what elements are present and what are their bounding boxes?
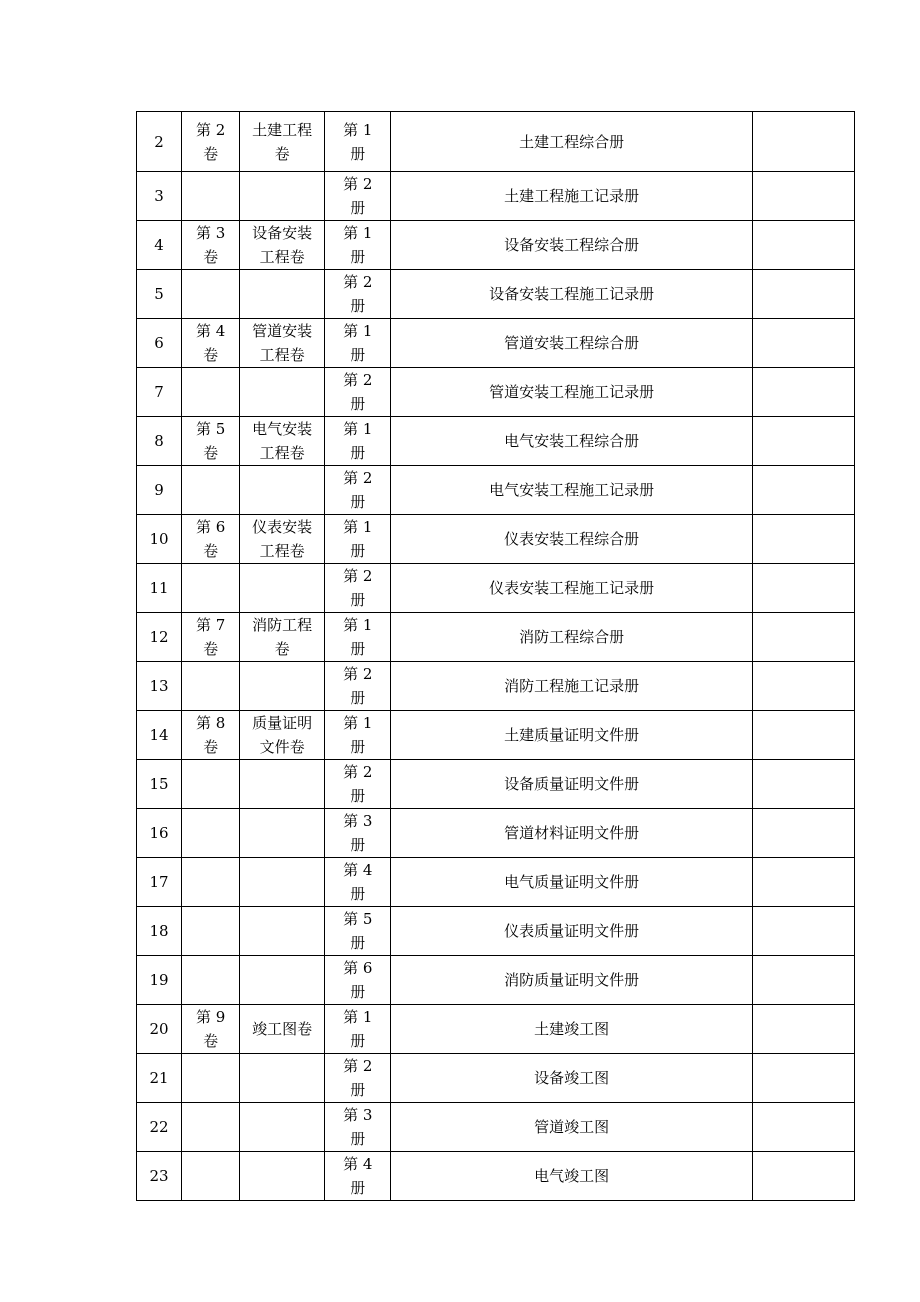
table-row bbox=[137, 711, 855, 760]
cell-book-title-text: 管道安装工程综合册 bbox=[504, 334, 640, 352]
cell-remark bbox=[752, 1005, 854, 1054]
cell-volume-number bbox=[182, 1152, 240, 1201]
cell-volume-name bbox=[240, 112, 325, 172]
cell-book-title-text: 管道安装工程施工记录册 bbox=[489, 383, 655, 401]
cell-book-number-text: 第 1 册 bbox=[343, 616, 373, 658]
cell-row-number-text: 6 bbox=[154, 334, 164, 352]
cell-book-title-text: 土建工程综合册 bbox=[519, 132, 625, 151]
cell-book-number bbox=[325, 956, 391, 1005]
cell-volume-name bbox=[240, 515, 325, 564]
cell-row-number-text: 8 bbox=[154, 432, 164, 450]
table-row bbox=[137, 221, 855, 270]
cell-row-number-text: 16 bbox=[149, 824, 169, 842]
cell-volume-name-text: 竣工图卷 bbox=[252, 1020, 313, 1038]
cell-row-number bbox=[137, 1152, 182, 1201]
cell-row-number bbox=[137, 417, 182, 466]
cell-book-number bbox=[325, 809, 391, 858]
cell-book-title-text: 电气安装工程综合册 bbox=[504, 432, 640, 450]
table-row bbox=[137, 172, 855, 221]
cell-book-number-text: 第 2 册 bbox=[343, 175, 373, 217]
cell-volume-name bbox=[240, 662, 325, 711]
cell-row-number-text: 3 bbox=[154, 187, 164, 205]
table-body bbox=[137, 112, 855, 1201]
cell-volume-number bbox=[182, 1005, 240, 1054]
cell-book-number-text: 第 2 册 bbox=[343, 371, 373, 413]
cell-remark bbox=[752, 564, 854, 613]
cell-book-number bbox=[325, 760, 391, 809]
table-row bbox=[137, 809, 855, 858]
cell-row-number bbox=[137, 270, 182, 319]
cell-book-title-text: 电气安装工程施工记录册 bbox=[489, 481, 655, 499]
cell-book-title-text: 消防质量证明文件册 bbox=[504, 971, 640, 989]
table-row bbox=[137, 1152, 855, 1201]
cell-row-number-text: 5 bbox=[154, 285, 164, 303]
cell-remark bbox=[752, 172, 854, 221]
table-row bbox=[137, 515, 855, 564]
cell-remark bbox=[752, 1054, 854, 1103]
cell-remark bbox=[752, 662, 854, 711]
cell-book-title bbox=[391, 466, 753, 515]
cell-volume-name bbox=[240, 858, 325, 907]
table-row bbox=[137, 368, 855, 417]
cell-volume-name-text: 土建工程卷 bbox=[252, 120, 313, 163]
cell-remark bbox=[752, 319, 854, 368]
cell-remark bbox=[752, 417, 854, 466]
cell-book-title bbox=[391, 270, 753, 319]
cell-book-number bbox=[325, 466, 391, 515]
cell-book-number bbox=[325, 270, 391, 319]
cell-row-number bbox=[137, 907, 182, 956]
table-row bbox=[137, 417, 855, 466]
cell-book-number bbox=[325, 319, 391, 368]
cell-book-number-text: 第 1 册 bbox=[343, 120, 373, 163]
cell-row-number bbox=[137, 368, 182, 417]
cell-remark bbox=[752, 809, 854, 858]
cell-book-title-text: 设备安装工程综合册 bbox=[504, 236, 640, 254]
cell-book-title-text: 设备竣工图 bbox=[534, 1069, 610, 1087]
cell-row-number bbox=[137, 112, 182, 172]
cell-volume-number-text: 第 6 卷 bbox=[195, 518, 226, 560]
cell-book-title-text: 电气竣工图 bbox=[534, 1167, 610, 1185]
cell-book-title bbox=[391, 1103, 753, 1152]
cell-book-number-text: 第 2 册 bbox=[343, 1057, 373, 1099]
cell-volume-name bbox=[240, 1152, 325, 1201]
cell-book-number bbox=[325, 417, 391, 466]
cell-volume-number bbox=[182, 1103, 240, 1152]
cell-row-number bbox=[137, 564, 182, 613]
cell-volume-name-text: 仪表安装工程卷 bbox=[252, 518, 313, 560]
cell-row-number bbox=[137, 1103, 182, 1152]
cell-row-number-text: 14 bbox=[149, 726, 169, 744]
cell-book-title-text: 仪表质量证明文件册 bbox=[504, 922, 640, 940]
table-row bbox=[137, 907, 855, 956]
cell-row-number-text: 11 bbox=[149, 579, 169, 597]
cell-volume-name-text: 质量证明文件卷 bbox=[252, 714, 313, 756]
cell-volume-number-text: 第 5 卷 bbox=[195, 420, 226, 462]
cell-book-title-text: 仪表安装工程综合册 bbox=[504, 530, 640, 548]
table-row bbox=[137, 564, 855, 613]
cell-book-title-text: 设备质量证明文件册 bbox=[504, 775, 640, 793]
cell-volume-name-text: 电气安装工程卷 bbox=[252, 420, 313, 462]
cell-row-number-text: 2 bbox=[154, 132, 164, 151]
cell-row-number bbox=[137, 662, 182, 711]
cell-volume-name bbox=[240, 417, 325, 466]
cell-book-number-text: 第 2 册 bbox=[343, 273, 373, 315]
cell-remark bbox=[752, 956, 854, 1005]
cell-book-number-text: 第 1 册 bbox=[343, 1008, 373, 1050]
cell-book-title bbox=[391, 1152, 753, 1201]
cell-volume-number bbox=[182, 858, 240, 907]
cell-row-number bbox=[137, 760, 182, 809]
cell-book-title bbox=[391, 858, 753, 907]
cell-book-number-text: 第 3 册 bbox=[343, 1106, 373, 1148]
cell-remark bbox=[752, 368, 854, 417]
table-row bbox=[137, 319, 855, 368]
cell-row-number bbox=[137, 319, 182, 368]
cell-book-number bbox=[325, 907, 391, 956]
cell-volume-number bbox=[182, 466, 240, 515]
table-row bbox=[137, 613, 855, 662]
cell-book-number-text: 第 2 册 bbox=[343, 665, 373, 707]
cell-book-number-text: 第 1 册 bbox=[343, 322, 373, 364]
cell-row-number-text: 4 bbox=[154, 236, 164, 254]
cell-volume-number bbox=[182, 319, 240, 368]
cell-row-number-text: 17 bbox=[149, 873, 169, 891]
cell-book-title bbox=[391, 319, 753, 368]
cell-remark bbox=[752, 1152, 854, 1201]
cell-volume-name bbox=[240, 1005, 325, 1054]
cell-volume-number bbox=[182, 221, 240, 270]
cell-volume-name bbox=[240, 711, 325, 760]
table-row bbox=[137, 466, 855, 515]
cell-book-number bbox=[325, 112, 391, 172]
cell-book-number bbox=[325, 368, 391, 417]
cell-remark bbox=[752, 907, 854, 956]
cell-book-number-text: 第 2 册 bbox=[343, 469, 373, 511]
cell-remark bbox=[752, 760, 854, 809]
cell-row-number-text: 10 bbox=[149, 530, 169, 548]
table-row bbox=[137, 1054, 855, 1103]
cell-volume-number bbox=[182, 172, 240, 221]
cell-remark bbox=[752, 1103, 854, 1152]
cell-volume-name bbox=[240, 613, 325, 662]
cell-book-number bbox=[325, 1152, 391, 1201]
cell-volume-name bbox=[240, 1054, 325, 1103]
cell-book-number-text: 第 5 册 bbox=[343, 910, 373, 952]
cell-book-title-text: 消防工程施工记录册 bbox=[504, 677, 640, 695]
cell-row-number bbox=[137, 172, 182, 221]
cell-remark bbox=[752, 466, 854, 515]
cell-volume-name bbox=[240, 956, 325, 1005]
cell-remark bbox=[752, 221, 854, 270]
cell-volume-name bbox=[240, 368, 325, 417]
cell-book-number bbox=[325, 172, 391, 221]
cell-volume-name bbox=[240, 466, 325, 515]
cell-volume-number bbox=[182, 662, 240, 711]
cell-book-title-text: 管道竣工图 bbox=[534, 1118, 610, 1136]
cell-book-title bbox=[391, 515, 753, 564]
cell-volume-number-text: 第 7 卷 bbox=[195, 616, 226, 658]
cell-row-number bbox=[137, 1054, 182, 1103]
cell-row-number-text: 13 bbox=[149, 677, 169, 695]
table-row bbox=[137, 112, 855, 172]
cell-remark bbox=[752, 613, 854, 662]
cell-volume-number bbox=[182, 417, 240, 466]
cell-book-title bbox=[391, 760, 753, 809]
cell-row-number-text: 19 bbox=[149, 971, 169, 989]
cell-row-number-text: 9 bbox=[154, 481, 164, 499]
cell-remark bbox=[752, 270, 854, 319]
cell-row-number-text: 12 bbox=[149, 628, 169, 646]
cell-book-title-text: 土建质量证明文件册 bbox=[504, 726, 640, 744]
cell-volume-number bbox=[182, 613, 240, 662]
cell-row-number-text: 20 bbox=[149, 1020, 169, 1038]
cell-row-number bbox=[137, 858, 182, 907]
cell-book-number-text: 第 2 册 bbox=[343, 763, 373, 805]
cell-book-title bbox=[391, 613, 753, 662]
cell-book-title-text: 土建竣工图 bbox=[534, 1020, 610, 1038]
cell-book-title bbox=[391, 112, 753, 172]
cell-book-title-text: 电气质量证明文件册 bbox=[504, 873, 640, 891]
cell-remark bbox=[752, 515, 854, 564]
cell-book-title bbox=[391, 221, 753, 270]
cell-volume-name bbox=[240, 172, 325, 221]
cell-volume-number bbox=[182, 1054, 240, 1103]
cell-row-number bbox=[137, 809, 182, 858]
table-row bbox=[137, 858, 855, 907]
cell-book-number bbox=[325, 221, 391, 270]
cell-row-number-text: 23 bbox=[149, 1167, 169, 1185]
cell-volume-name bbox=[240, 907, 325, 956]
cell-remark bbox=[752, 112, 854, 172]
cell-volume-number-text: 第 9 卷 bbox=[195, 1008, 226, 1050]
cell-volume-number bbox=[182, 564, 240, 613]
cell-book-number bbox=[325, 564, 391, 613]
cell-book-number bbox=[325, 711, 391, 760]
cell-book-number-text: 第 4 册 bbox=[343, 1155, 373, 1197]
cell-remark bbox=[752, 711, 854, 760]
cell-book-number-text: 第 1 册 bbox=[343, 518, 373, 560]
cell-volume-name-text: 设备安装工程卷 bbox=[252, 224, 313, 266]
cell-book-number-text: 第 1 册 bbox=[343, 420, 373, 462]
cell-book-title bbox=[391, 564, 753, 613]
table-row bbox=[137, 760, 855, 809]
cell-volume-number bbox=[182, 760, 240, 809]
cell-row-number bbox=[137, 1005, 182, 1054]
cell-book-title bbox=[391, 1005, 753, 1054]
cell-volume-name-text: 消防工程卷 bbox=[252, 616, 313, 658]
cell-book-title bbox=[391, 956, 753, 1005]
cell-book-number bbox=[325, 858, 391, 907]
table-row bbox=[137, 1103, 855, 1152]
cell-book-title-text: 消防工程综合册 bbox=[519, 628, 625, 646]
cell-book-title bbox=[391, 907, 753, 956]
cell-book-number-text: 第 6 册 bbox=[343, 959, 373, 1001]
cell-book-title bbox=[391, 417, 753, 466]
cell-volume-number-text: 第 2 卷 bbox=[195, 120, 226, 163]
cell-row-number bbox=[137, 613, 182, 662]
cell-book-title bbox=[391, 809, 753, 858]
cell-volume-number bbox=[182, 270, 240, 319]
cell-book-title-text: 设备安装工程施工记录册 bbox=[489, 285, 655, 303]
cell-book-number-text: 第 3 册 bbox=[343, 812, 373, 854]
cell-volume-name bbox=[240, 221, 325, 270]
cell-volume-number-text: 第 3 卷 bbox=[195, 224, 226, 266]
cell-book-number-text: 第 1 册 bbox=[343, 714, 373, 756]
cell-volume-number bbox=[182, 368, 240, 417]
cell-book-title bbox=[391, 711, 753, 760]
cell-row-number-text: 21 bbox=[149, 1069, 169, 1087]
cell-book-title bbox=[391, 662, 753, 711]
cell-book-number bbox=[325, 613, 391, 662]
cell-row-number bbox=[137, 956, 182, 1005]
cell-volume-name bbox=[240, 270, 325, 319]
cell-book-number bbox=[325, 1103, 391, 1152]
cell-volume-name bbox=[240, 564, 325, 613]
cell-volume-number bbox=[182, 907, 240, 956]
cell-row-number bbox=[137, 711, 182, 760]
cell-volume-number bbox=[182, 515, 240, 564]
cell-book-number-text: 第 4 册 bbox=[343, 861, 373, 903]
cell-volume-name bbox=[240, 1103, 325, 1152]
cell-volume-name bbox=[240, 809, 325, 858]
cell-volume-name-text: 管道安装工程卷 bbox=[252, 322, 313, 364]
cell-volume-number-text: 第 4 卷 bbox=[195, 322, 226, 364]
cell-book-title-text: 土建工程施工记录册 bbox=[504, 187, 640, 205]
cell-book-title-text: 仪表安装工程施工记录册 bbox=[489, 579, 655, 597]
cell-volume-number bbox=[182, 711, 240, 760]
cell-book-number bbox=[325, 662, 391, 711]
table-row bbox=[137, 662, 855, 711]
cell-row-number bbox=[137, 515, 182, 564]
cell-row-number bbox=[137, 466, 182, 515]
cell-volume-name bbox=[240, 760, 325, 809]
cell-row-number-text: 7 bbox=[154, 383, 164, 401]
cell-volume-number-text: 第 8 卷 bbox=[195, 714, 226, 756]
cell-book-number-text: 第 1 册 bbox=[343, 224, 373, 266]
cell-row-number-text: 15 bbox=[149, 775, 169, 793]
cell-volume-number bbox=[182, 956, 240, 1005]
cell-book-title bbox=[391, 1054, 753, 1103]
cell-volume-number bbox=[182, 112, 240, 172]
cell-row-number bbox=[137, 221, 182, 270]
cell-book-title bbox=[391, 368, 753, 417]
cell-volume-name bbox=[240, 319, 325, 368]
table-row bbox=[137, 1005, 855, 1054]
cell-row-number-text: 22 bbox=[149, 1118, 169, 1136]
cell-remark bbox=[752, 858, 854, 907]
cell-book-number-text: 第 2 册 bbox=[343, 567, 373, 609]
cell-book-title bbox=[391, 172, 753, 221]
cell-book-number bbox=[325, 515, 391, 564]
table-row bbox=[137, 270, 855, 319]
cell-book-title-text: 管道材料证明文件册 bbox=[504, 824, 640, 842]
cell-book-number bbox=[325, 1054, 391, 1103]
table-row bbox=[137, 956, 855, 1005]
cell-volume-number bbox=[182, 809, 240, 858]
cell-row-number-text: 18 bbox=[149, 922, 169, 940]
archive-volume-table bbox=[136, 111, 855, 1201]
cell-book-number bbox=[325, 1005, 391, 1054]
